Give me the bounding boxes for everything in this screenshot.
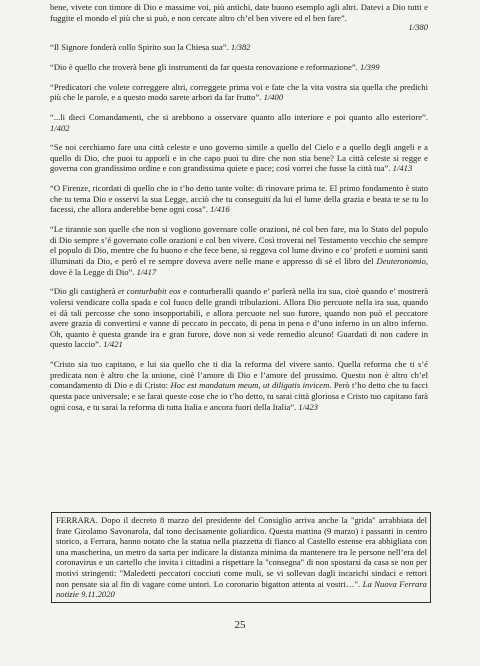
quote-paragraph xyxy=(50,286,428,350)
quote-paragraph xyxy=(50,359,428,412)
quote-reference: 1/399 xyxy=(359,61,380,72)
quote-reference: 1/402 xyxy=(50,122,70,133)
quote-text-continued: . Però t’ho detto che tu facci questa pace universale; e se farai queste cose che io t’ho detto, tu sarai città gloriosa e Cristo tuo capitano farà ogni cosa, e tu sarai la reforma di tutta Italia e ancora fuori della Italia”. xyxy=(50,380,428,412)
quote-paragraph xyxy=(50,42,428,53)
quote-reference: 1/417 xyxy=(136,266,157,277)
page-number: 25 xyxy=(234,619,246,631)
quote-paragraph xyxy=(50,112,428,133)
quote-paragraph xyxy=(50,142,428,174)
quote-text: “Cristo sia tuo capitano, e lui sia quello che ti dia la reforma del vivere santo. Quella reforma che ti s’é predicata non è altro che la unione, cioè l’amore di Dio e l’amore del prossimo. Questo non è altro ch’el comandamento di Dio e di Cristo: xyxy=(50,359,428,391)
quote-paragraph xyxy=(50,224,428,277)
quote-reference: 1/421 xyxy=(103,339,123,350)
quote-text: bene, vivete con timore di Dio e massime voi, più antichi, date buono esemplo agli altri. Datevi a Dio tutti e fuggite el mondo el più che si può, e non cercate altro ch’el ben vivere ed el ben fare”. xyxy=(50,2,428,23)
quote-paragraph xyxy=(50,62,428,73)
quote-text: “O Firenze, ricordati di quello che io t’ho detto tante volte: di rinovare prima te. El primo fondamento è stato che tu tema Dio e osservi la sua Legge, acciò che tu conseguiti da lui el lume della grazia e beata te se tu lo facessi, che allora anderebbe bene ogni cosa”. xyxy=(50,183,428,215)
quote-text-continued: e conturberalli quando e’ parlerà nella ira sua, cioè quando e’ mostrerà volersi vendicare colla spada e col fuoco delle grandi tribulazioni. Allora Dio percuote nella ira sua, quando ei dà tali percosse che sono insopportabili, e allora percuote nel suo furore, quando non può el peccatore avere grazia di convertirsi e vanne di peccato in peccato, di pena in pena e d’uno inferno in un altro inferno. Oh, quanto è questa grande ira e gran furore, dove non si vede remedio alcuno! Guardati di non cadere in questo laccio”. xyxy=(50,286,429,350)
book-title: Deuteronomio xyxy=(376,256,426,266)
quote-reference: 1/416 xyxy=(210,204,230,215)
quote-text: “Se noi cerchiamo fare una città celeste e uno governo simile a quello del Cielo e a quello degli angeli e a quello di Dio, che puoi tu apporli e in che capo puoi tu dire che non stia bene? La città celeste si regge e governa con grandissimo ordine e con grandissima quiete e pace; così vorrei che fusse la città tua”. xyxy=(50,142,428,174)
quote-reference: 1/400 xyxy=(263,92,284,103)
news-source: La Nuova Ferrara notizie 9.11.2020 xyxy=(56,578,427,600)
latin-phrase: et conturbabit eos xyxy=(117,286,181,297)
quote-text: “Dio gli castigherà xyxy=(50,286,118,297)
news-text: FERRARA. Dopo il decreto 8 marzo del presidente del Consiglio arriva anche la "grida" arrabbiata del frate Girolamo Savonarola, dal tono decisamente goliardico. Questa mattina (9 marzo) i passanti in centro storico, a Ferrara, hanno notato che la statua nella piazzetta di fianco al Castello estense era abbigliata con una mascherina, un metro da sarta per indicare la distanza minima da mantenere tra le persone nell’era del coronavirus e un cartello che invita i cittadini a rispettare la "consegna" di non spostarsi da casa se non per motivi stringenti: "Maledetti peccatori cocciuti come muli, se vi sollevan dagli incarichi sindaci e rettori non pensate sia al fin di vagare come untori. Lo coronario bigatton attenta ai vostri…". xyxy=(56,515,427,589)
quote-text-continued: , dove è la Legge di Dio”. xyxy=(50,256,428,277)
quote-text: “Predicatori che volete correggere altri, correggete prima voi e fate che la vita vostra sia quella che predichi più che le parole, e a questo modo sarete arbori da far frutto”. xyxy=(50,81,428,103)
quote-text: “Le tirannie son quelle che non si vogliono governare colle orazioni, né col ben fare, ma lo Stato del populo di Dio sempre s’é governato colle orazioni e col ben vivere. Così troverai nel Testamento vecchio che sempre el populo di Dio, mentre che fu buono e che fece bene, si reggeva col lume divino e co’ profeti e uomini santi illuminati da Dio, e però el re sempre doveva avere nelle mane e appresso di sé el libro del xyxy=(50,224,428,266)
quote-reference: 1/382 xyxy=(230,41,251,52)
quote-text: “Il Signore fonderà collo Spirito suo la Chiesa sua”. xyxy=(50,41,231,52)
quote-paragraph xyxy=(50,183,428,215)
quote-reference: 1/413 xyxy=(392,163,413,174)
quote-text: “...li dieci Comandamenti, che si arebbono a osservare quanto allo interiore e poi quanto allo esteriore”. xyxy=(50,111,428,122)
quotes-column xyxy=(50,2,428,421)
news-box xyxy=(51,512,431,603)
latin-phrase: Hoc est mandatum meum, ut diligatis invicem xyxy=(170,380,330,391)
quote-reference: 1/423 xyxy=(298,401,318,412)
quote-text: “Dio è quello che troverà bene gli instrumenti da far questa renovazione e reformazione”. xyxy=(50,61,360,72)
quote-paragraph xyxy=(50,2,428,33)
quote-paragraph xyxy=(50,82,428,103)
quote-reference: 1/380 xyxy=(408,22,428,33)
